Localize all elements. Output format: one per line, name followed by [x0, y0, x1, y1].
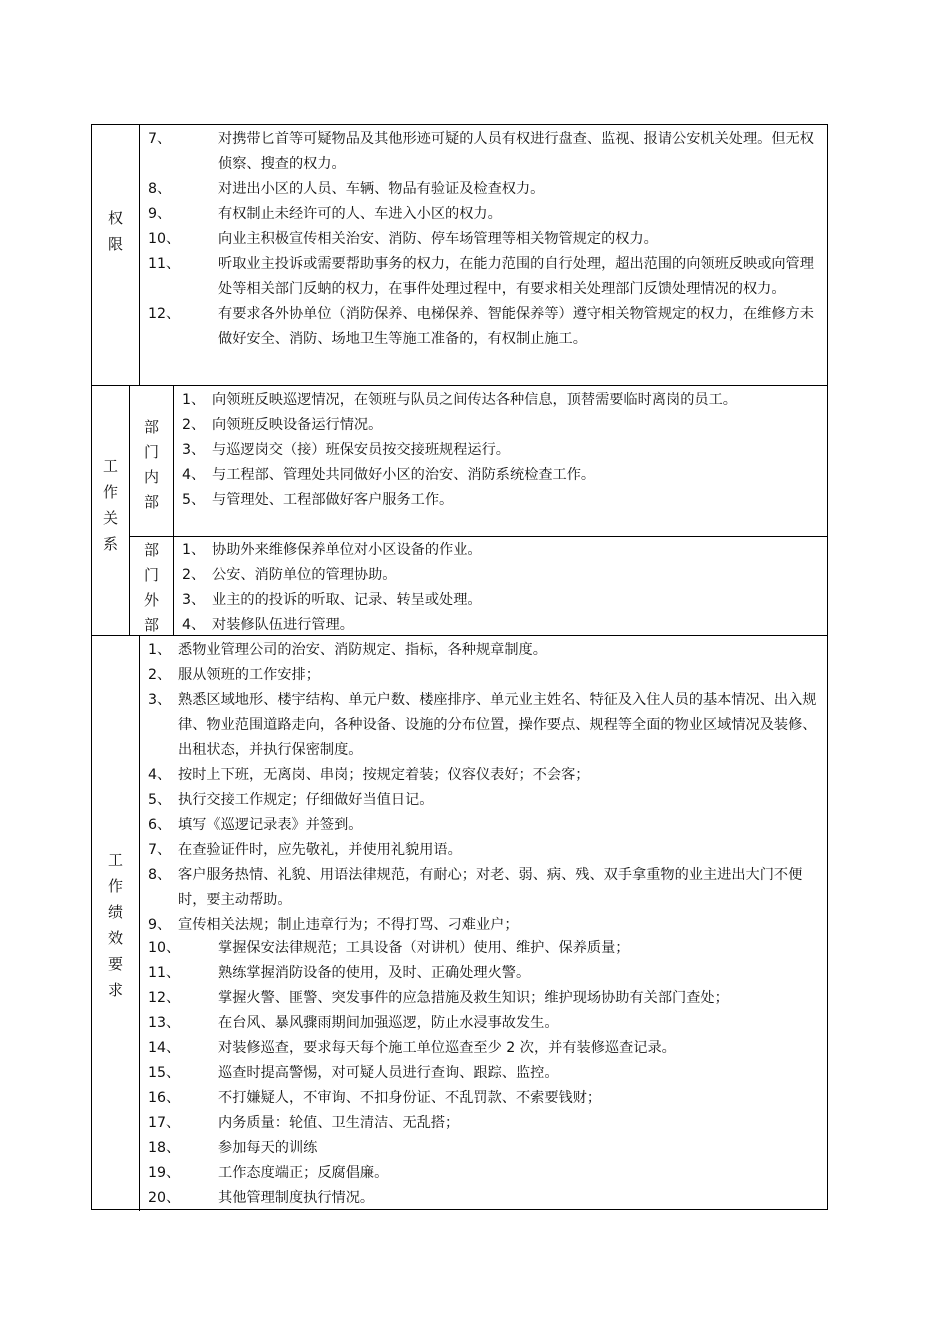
jixiao-list-cont	[140, 936, 822, 1211]
list-item: 4、 与工程部、管理处共同做好小区的治安、消防系统检查工作。	[182, 467, 596, 483]
internal-label: 部门内部	[143, 418, 159, 511]
list-item: 8、 客户服务热情、礼貌、用语法律规范，有耐心；对老、弱、病、残、双手拿重物的业主进出大门不便时，要主动帮助。	[148, 867, 803, 908]
list-item: 9、 有权制止未经许可的人、车进入小区的权力。	[148, 206, 502, 222]
section-label-guanxi: 工作关系	[102, 457, 118, 553]
internal-list	[174, 388, 822, 513]
list-item: 19、 工作态度端正；反腐倡廉。	[148, 1165, 389, 1181]
list-item: 2、 公安、消防单位的管理协助。	[182, 567, 397, 583]
list-item: 13、 在台风、暴风骤雨期间加强巡逻，防止水浸事故发生。	[148, 1015, 559, 1031]
list-item: 11、 听取业主投诉或需要帮助事务的权力，在能力范围的自行处理，超出范围的向领班反映或向管理处等相关部门反蚋的权力，在事件处理过程中，有要求相关处理部门反馈处理情况的权力。	[148, 256, 814, 297]
list-item: 3、 熟悉区域地形、楼宇结构、单元户数、楼座排序、单元业主姓名、特征及入住人员的基本情况、出入规律、物业范围道路走向，各种设备、设施的分布位置，操作要点、规程等全面的物业区域情况及装修、出租状态，并执行保密制度。	[148, 692, 817, 758]
list-item: 5、 与管理处、工程部做好客户服务工作。	[182, 492, 454, 508]
duty-table	[91, 124, 828, 1210]
list-item: 17、 内务质量：轮值、卫生清洁、无乱搭；	[148, 1115, 460, 1131]
quanxian-list	[140, 127, 822, 352]
list-item: 7、 对携带匕首等可疑物品及其他形迹可疑的人员有权进行盘查、监视、报请公安机关处理。但无权侦察、搜查的权力。	[148, 131, 814, 172]
list-item: 15、 巡查时提高警惕，对可疑人员进行查询、跟踪、监控。	[148, 1065, 559, 1081]
jixiao-list	[140, 638, 822, 938]
list-item: 3、 业主的的投诉的听取、记录、转呈或处理。	[182, 592, 482, 608]
list-item: 10、 掌握保安法律规范；工具设备（对讲机）使用、维护、保养质量；	[148, 940, 630, 956]
list-item: 1、 悉物业管理公司的治安、消防规定、指标，各种规章制度。	[148, 642, 547, 658]
list-item: 12、 掌握火警、匪警、突发事件的应急措施及救生知识；维护现场协助有关部门查处；	[148, 990, 729, 1006]
list-item: 2、 服从领班的工作安排；	[148, 667, 320, 683]
section-label-jixiao: 工作绩效要求	[107, 851, 123, 999]
list-item: 6、 填写《巡逻记录表》并签到。	[148, 817, 363, 833]
list-item: 1、 协助外来维修保养单位对小区设备的作业。	[182, 542, 482, 558]
external-label: 部门外部	[143, 541, 159, 634]
list-item: 12、 有要求各外协单位（消防保养、电梯保养、智能保养等）遵守相关物管规定的权力，在维修方未做好安全、消防、场地卫生等施工准备的，有权制止施工。	[148, 306, 814, 347]
list-item: 3、 与巡逻岗交（接）班保安员按交接班规程运行。	[182, 442, 510, 458]
list-item: 10、 向业主积极宣传相关治安、消防、停车场管理等相关物管规定的权力。	[148, 231, 658, 247]
list-item: 4、 按时上下班，无离岗、串岗；按规定着装；仪容仪表好；不会客；	[148, 767, 590, 783]
list-item: 5、 执行交接工作规定；仔细做好当值日记。	[148, 792, 434, 808]
list-item: 14、 对装修巡查，要求每天每个施工单位巡查至少 2 次，并有装修巡查记录。	[148, 1040, 676, 1056]
list-item: 4、 对装修队伍进行管理。	[182, 617, 354, 633]
external-list	[174, 538, 822, 638]
list-item: 7、 在查验证件时，应先敬礼，并使用礼貌用语。	[148, 842, 462, 858]
list-item: 11、 熟练掌握消防设备的使用，及时、正确处理火警。	[148, 965, 531, 981]
list-item: 8、 对进出小区的人员、车辆、物品有验证及检查权力。	[148, 181, 545, 197]
list-item: 2、 向领班反映设备运行情况。	[182, 417, 383, 433]
list-item: 9、 宣传相关法规；制止违章行为；不得打骂、刁难业户；	[148, 917, 519, 933]
list-item: 18、 参加每天的训练	[148, 1140, 318, 1156]
list-item: 1、 向领班反映巡逻情况，在领班与队员之间传达各种信息，顶替需要临时离岗的员工。	[182, 392, 737, 408]
section-label-quanxian: 权限	[107, 209, 123, 253]
list-item: 20、 其他管理制度执行情况。	[148, 1190, 375, 1206]
list-item: 16、 不打嫌疑人，不审询、不扣身份证、不乱罚款、不索要钱财；	[148, 1090, 602, 1106]
